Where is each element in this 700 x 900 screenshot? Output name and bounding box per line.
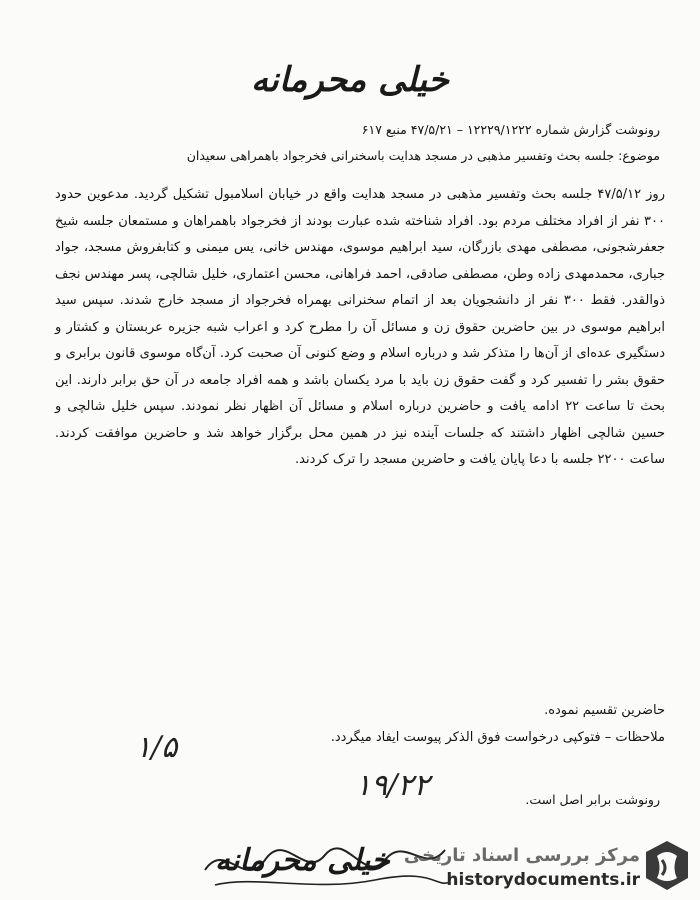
copy-certification: رونوشت برابر اصل است. [525, 792, 660, 807]
bottom-classification-stamp: خیلی محرمانه [215, 843, 390, 878]
watermark-url: historydocuments.ir [446, 870, 640, 890]
report-paragraph: روز ۴۷/۵/۱۲ جلسه بحث وتفسیر مذهبی در مسجد هدایت واقع در خیابان اسلامبول تشکیل گردید. مدعوین حدود ۳۰۰ نفر از افراد مختلف مردم بود. افراد شناخته شده عبارت بودند از فخرجواد باهمراهان و مستمعان جلسه شیخ جعفرشجونی، مصطفی مهدی بازرگان، سید ابراهیم موسوی، مهندس خانی، یس میمنی و کتابفروش مسجد، جواد جباری، محمدمهدی زاده وطن، مصطفی صادقی، احمد فراهانی، محسن اعتماری، خلیل شالچی، پسر مهندس نجف ذوالقدر. فقط ۳۰۰ نفر از دانشجویان بعد از اتمام سخنرانی بهمراه فخرجواد از مسجد خارج شدند. سپس سید ابراهیم موسوی در بین حاضرین حقوق زن و مسائل آن را مطرح کرد و اعراب شبه جزیره عربستان و کشتار و دستگیری عده‌ای از آن‌ها را متذکر شد و درباره اسلام و وضع کنونی آن صحبت کرد. آن‌گاه موسوی قانون برابری و حقوق بشر را تفسیر کرد و گفت حقوق زن باید با مرد یکسان باشد و همه افراد جامعه در آن حق برابر دارند. این بحث تا ساعت ۲۲ ادامه یافت و حاضرین درباره اسلام و مسائل آن اظهار نظر نمودند. سپس خلیل شالچی و حسین شالچی اظهار داشتند که جلسات آینده نیز در همین محل برگزار خواهد شد و حاضرین موافقت کردند. ساعت ۲۲۰۰ جلسه با دعا پایان یافت و حاضرین مسجد را ترک کردند. [55, 187, 665, 467]
watermark-title: مرکز بررسی اسناد تاریخی [403, 845, 640, 866]
notes-line: ملاحظات – فتوکپی درخواست فوق الذکر پیوست ایفاد میگردد. [330, 730, 665, 745]
handwritten-mark: ۱/۵ [135, 730, 178, 765]
classification-stamp: خیلی محرمانه [251, 60, 449, 100]
handwritten-number: ۱۹/۲۲ [355, 768, 430, 803]
report-body [55, 182, 665, 474]
reference-line: رونوشت گزارش شماره ۱۲۲۲۹/۱۲۲۲ – ۴۷/۵/۲۱ منبع ۶۱۷ [361, 122, 660, 137]
archive-logo-icon [642, 838, 692, 893]
subject-line: موضوع: جلسه بحث وتفسیر مذهبی در مسجد هدایت باسخنرانی فخرجواد باهمراهی سعیدان [186, 148, 660, 163]
closing-line: حاضرین تقسیم نموده. [544, 703, 665, 718]
